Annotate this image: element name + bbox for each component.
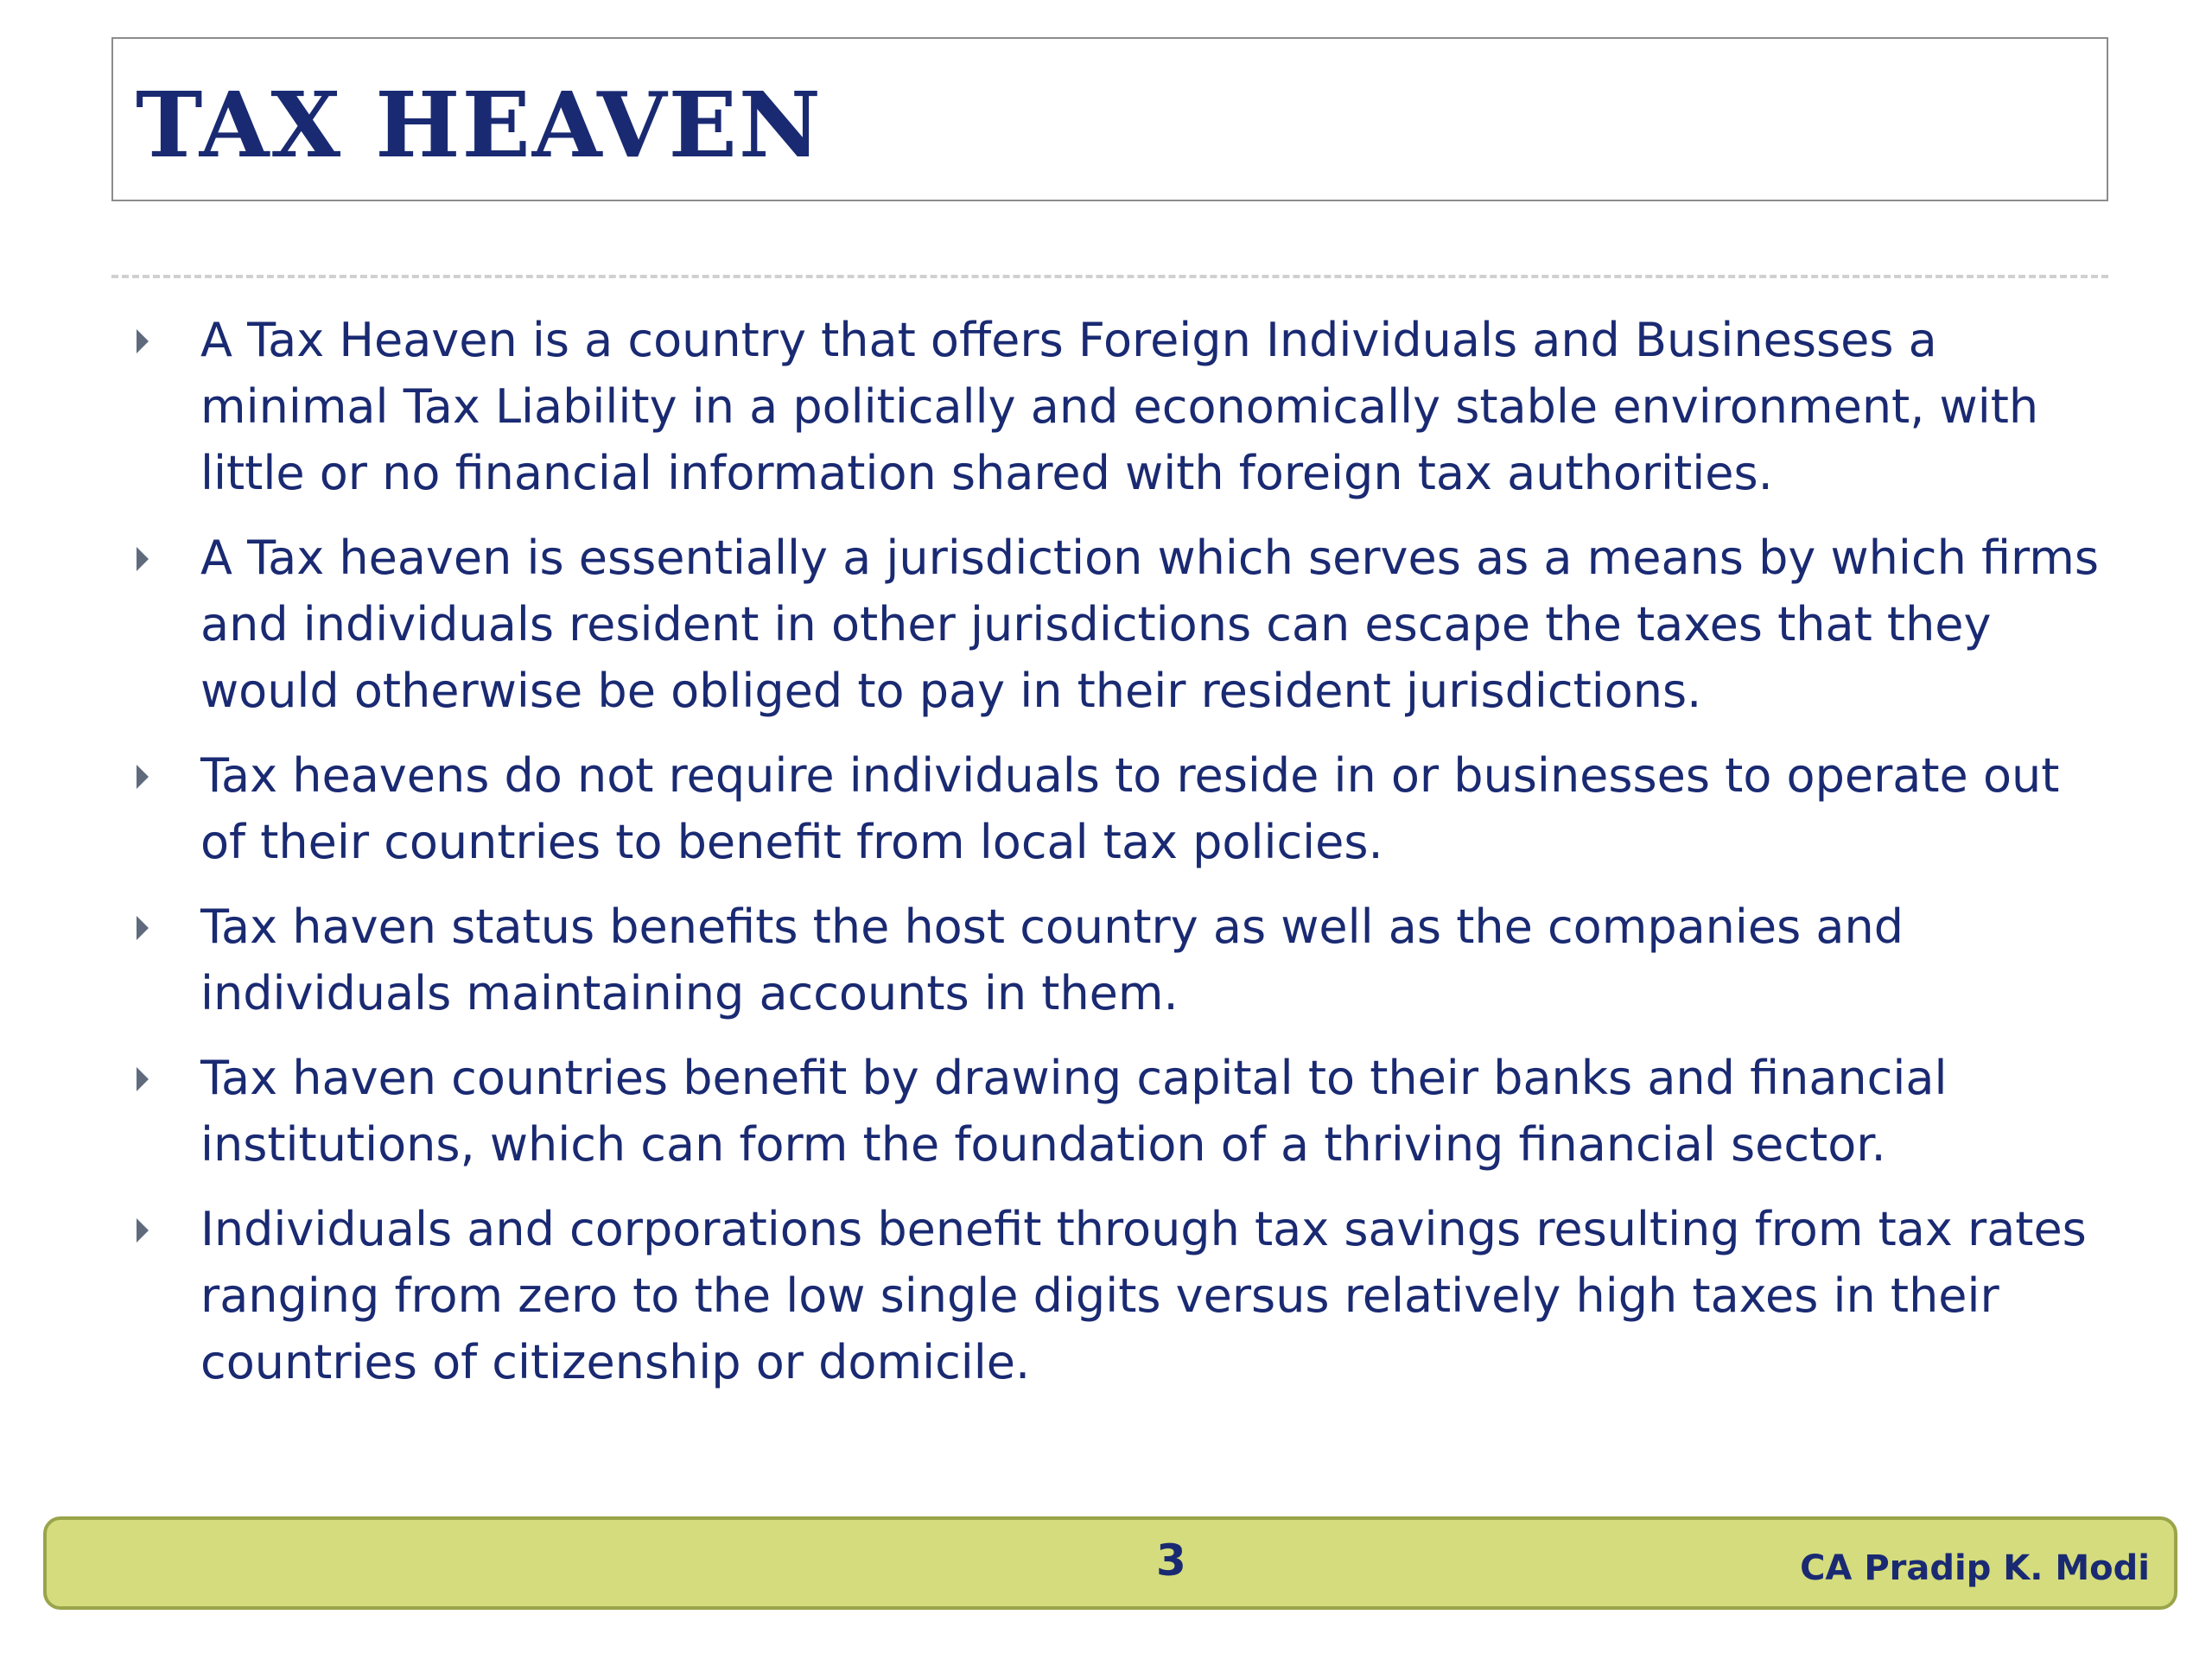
slide-title-box [111, 37, 2108, 201]
slide-title: TAX HEAVEN [136, 72, 823, 178]
triangle-right-icon [137, 1218, 149, 1243]
bullet-item [121, 1045, 2108, 1178]
bullet-item [121, 524, 2108, 724]
author-name: CA Pradip K. Modi [1800, 1548, 2150, 1588]
bullet-text: A Tax heaven is essentially a jurisdiction which serves as a means by which firms and individuals resident in other jurisdictions can escape the taxes that they would otherwise be obliged to pay in their resident jurisdictions. [200, 531, 2099, 718]
triangle-right-icon [137, 1067, 149, 1091]
bullet-text: Tax haven status benefits the host country as well as the companies and individuals maintaining accounts in them. [200, 899, 1904, 1020]
bullet-list [121, 307, 2108, 1414]
title-divider [111, 275, 2108, 278]
bullet-text: Tax haven countries benefit by drawing capital to their banks and financial institutions, which can form the foundation of a thriving financial sector. [200, 1051, 1948, 1172]
bullet-text: Individuals and corporations benefit through tax savings resulting from tax rates ranging from zero to the low single digits versus relatively high taxes in their countries of citizenship or domicile. [200, 1202, 2087, 1389]
page-number: 3 [1156, 1535, 1186, 1586]
bullet-text: Tax heavens do not require individuals to reside in or businesses to operate out of their countries to benefit from local tax policies. [200, 748, 2060, 869]
bullet-item [121, 307, 2108, 506]
footer-bar [43, 1516, 2177, 1610]
triangle-right-icon [137, 547, 149, 571]
bullet-item [121, 893, 2108, 1027]
triangle-right-icon [137, 765, 149, 789]
triangle-right-icon [137, 329, 149, 353]
bullet-item [121, 1196, 2108, 1395]
bullet-item [121, 742, 2108, 875]
bullet-text: A Tax Heaven is a country that offers Foreign Individuals and Businesses a minimal Tax Liability in a politically and economically stable environment, with little or no financial information shared with foreign tax authorities. [200, 313, 2039, 500]
triangle-right-icon [137, 916, 149, 940]
